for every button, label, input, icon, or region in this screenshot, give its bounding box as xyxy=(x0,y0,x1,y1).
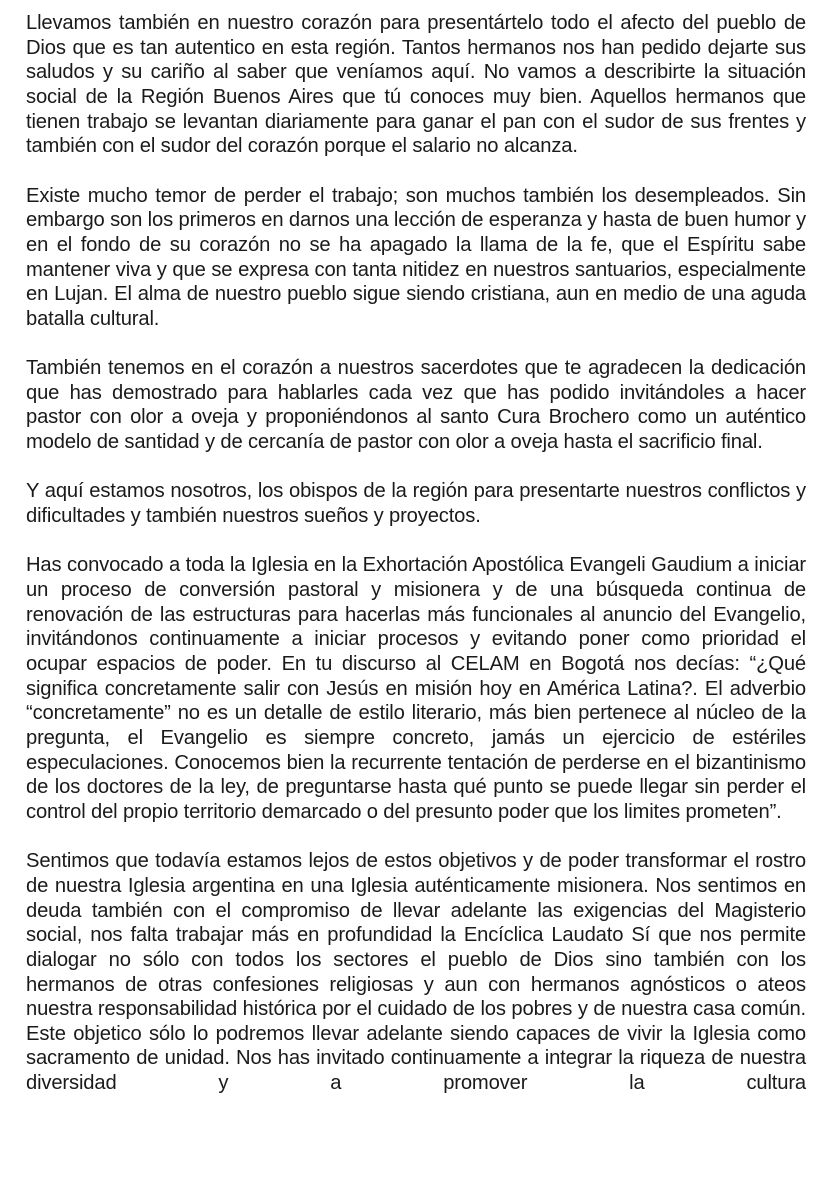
paragraph-evangelii-gaudium: Has convocado a toda la Iglesia en la Exhortación Apostólica Evangeli Gaudium a iniciar un proceso de conversión pastoral y misionera y de una búsqueda continua de renovación de las estructuras para hacerlas más funcionales al anuncio del Evangelio, invitándonos continuamente a iniciar procesos y evitando poner como prioridad el ocupar espacios de poder. En tu discurso al CELAM en Bogotá nos decías: “¿Qué significa concretamente salir con Jesús en misión hoy en América Latina?. El adverbio “concretamente” no es un detalle de estilo literario, más bien pertenece al núcleo de la pregunta, el Evangelio es siempre concreto, jamás un ejercicio de estériles especulaciones. Conocemos bien la recurrente tentación de perderse en el bizantinismo de los doctores de la ley, de preguntarse hasta qué punto se puede llegar sin perder el control del propio territorio demarcado o del presunto poder que los limites prometen”. xyxy=(26,554,806,823)
paragraph-affection-of-people: Llevamos también en nuestro corazón para presentártelo todo el afecto del pueblo de Dios que es tan autentico en esta región. Tantos hermanos nos han pedido dejarte sus saludos y su cariño al saber que veníamos aquí. No vamos a describirte la situación social de la Región Buenos Aires que tú conoces muy bien. Aquellos hermanos que tienen trabajo se levantan diariamente para ganar el pan con el sudor de sus frentes y también con el sudor del corazón porque el salario no alcanza. xyxy=(26,12,806,158)
paragraph-bishops-presentation: Y aquí estamos nosotros, los obispos de la región para presentarte nuestros conflictos y dificultades y también nuestros sueños y proyectos. xyxy=(26,480,806,528)
paragraph-priests-gratitude: También tenemos en el corazón a nuestros sacerdotes que te agradecen la dedicación que has demostrado para hablarles cada vez que has podido invitándoles a hacer pastor con olor a oveja y proponiéndonos al santo Cura Brochero como un auténtico modelo de santidad y de cercanía de pastor con olor a oveja hasta el sacrificio final. xyxy=(26,357,806,454)
document-page xyxy=(26,11,806,1096)
paragraph-fear-of-unemployment: Existe mucho temor de perder el trabajo; son muchos también los desempleados. Sin embargo son los primeros en darnos una lección de esperanza y hasta de buen humor y en el fondo de su corazón no se ha apagado la llama de la fe, que el Espíritu sabe mantener viva y que se expresa con tanta nitidez en nuestros santuarios, especialmente en Lujan. El alma de nuestro pueblo sigue siendo cristiana, aun en medio de una aguda batalla cultural. xyxy=(26,184,806,330)
paragraph-missionary-church: Sentimos que todavía estamos lejos de estos objetivos y de poder transformar el rostro de nuestra Iglesia argentina en una Iglesia auténticamente misionera. Nos sentimos en deuda también con el compromiso de llevar adelante las exigencias del Magisterio social, nos falta trabajar más en profundidad la Encíclica Laudato Sí que nos permite dialogar no sólo con todos los sectores el pueblo de Dios sino también con los hermanos de otras confesiones religiosas y aun con hermanos agnósticos o ateos nuestra responsabilidad histórica por el cuidado de los pobres y de nuestra casa común. Este objetico sólo lo podremos llevar adelante siendo capaces de vivir la Iglesia como sacramento de unidad. Nos has invitado continuamente a integrar la riqueza de nuestra diversidad y a promover la cultura xyxy=(26,850,806,1095)
